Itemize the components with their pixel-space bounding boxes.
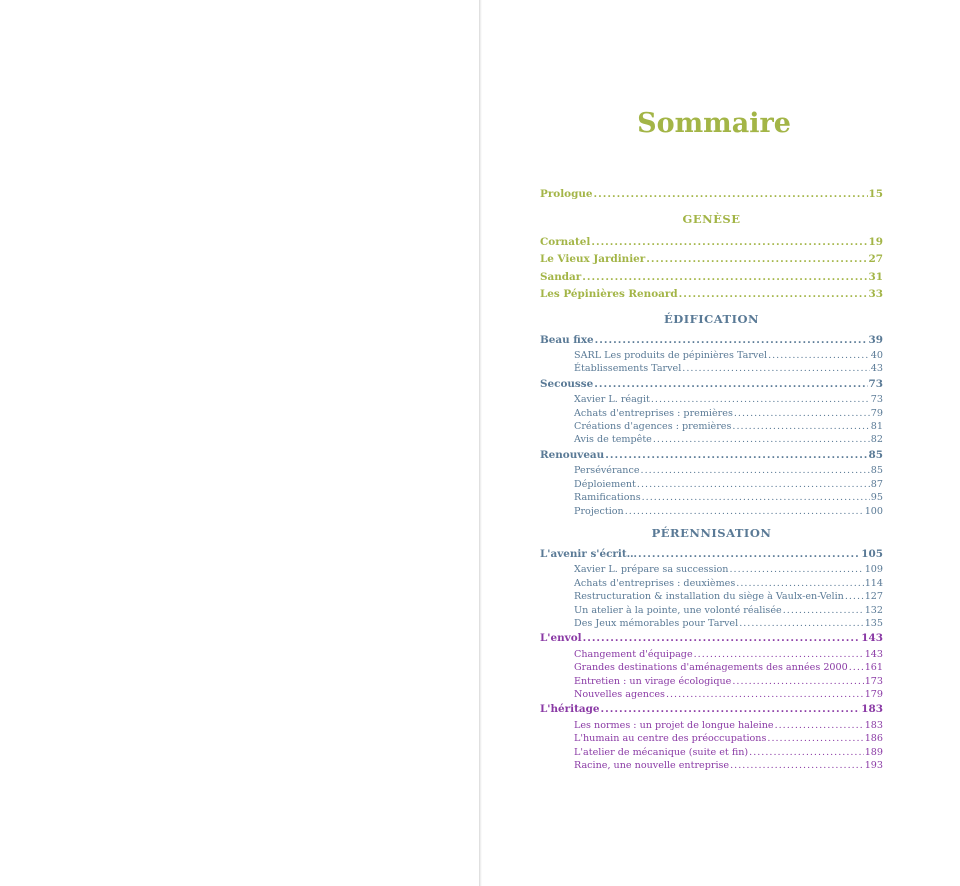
toc-entry-prologue: Prologue ..... 15 (540, 186, 883, 204)
table-of-contents (540, 186, 883, 772)
toc-entry: Cornatel ..... 19 (540, 234, 883, 252)
toc-subentry: SARL Les produits de pépinières Tarvel ..... 40 (540, 349, 883, 362)
toc-entry: L'avenir s'écrit… ..... 105 (540, 546, 883, 564)
toc-subentry: Un atelier à la pointe, une volonté réalisée ..... 132 (540, 604, 883, 617)
toc-subentry: Des Jeux mémorables pour Tarvel ..... 135 (540, 617, 883, 630)
toc-entry: Secousse ..... 73 (540, 376, 883, 394)
toc-subentry: Restructuration & installation du siège à Vaulx-en-Velin ..... 127 (540, 590, 883, 603)
toc-subentry: Déploiement ..... 87 (540, 478, 883, 491)
section-heading-perennisation: PÉRENNISATION (651, 525, 772, 540)
toc-entry: L'héritage ..... 183 (540, 701, 883, 719)
toc-subentry: Achats d'entreprises : premières ..... 79 (540, 407, 883, 420)
toc-subentry: Avis de tempête ..... 82 (540, 433, 883, 446)
toc-subentry: Établissements Tarvel ..... 43 (540, 362, 883, 375)
toc-subentry: Projection ..... 100 (540, 505, 883, 518)
section-heading-genese: GENÈSE (682, 211, 741, 226)
toc-subentry: L'atelier de mécanique (suite et fin) ..... 189 (540, 746, 883, 759)
toc-entry: L'envol ..... 143 (540, 630, 883, 648)
toc-subentry: Les normes : un projet de longue haleine ..... 183 (540, 719, 883, 732)
section-heading-edification: ÉDIFICATION (663, 311, 760, 326)
toc-entry: Renouveau ..... 85 (540, 447, 883, 465)
toc-subentry: Entretien : un virage écologique ..... 173 (540, 675, 883, 688)
toc-subentry: Xavier L. réagit ..... 73 (540, 393, 883, 406)
toc-subentry: Créations d'agences : premières ..... 81 (540, 420, 883, 433)
toc-entry: Les Pépinières Renoard ..... 33 (540, 286, 883, 304)
toc-subentry: Achats d'entreprises : deuxièmes ..... 114 (540, 577, 883, 590)
toc-entry: Sandar ..... 31 (540, 269, 883, 287)
toc-subentry: Nouvelles agences ..... 179 (540, 688, 883, 701)
toc-entry: Beau fixe ..... 39 (540, 332, 883, 350)
toc-subentry: Xavier L. prépare sa succession ..... 109 (540, 563, 883, 576)
page-title: Sommaire (637, 108, 791, 139)
toc-subentry: L'humain au centre des préoccupations ..... 186 (540, 732, 883, 745)
toc-subentry: Changement d'équipage ..... 143 (540, 648, 883, 661)
toc-subentry: Racine, une nouvelle entreprise ..... 193 (540, 759, 883, 772)
toc-entry: Le Vieux Jardinier ..... 27 (540, 251, 883, 269)
toc-subentry: Persévérance ..... 85 (540, 464, 883, 477)
toc-subentry: Ramifications ..... 95 (540, 491, 883, 504)
toc-subentry: Grandes destinations d'aménagements des années 2000 ..... 161 (540, 661, 883, 674)
